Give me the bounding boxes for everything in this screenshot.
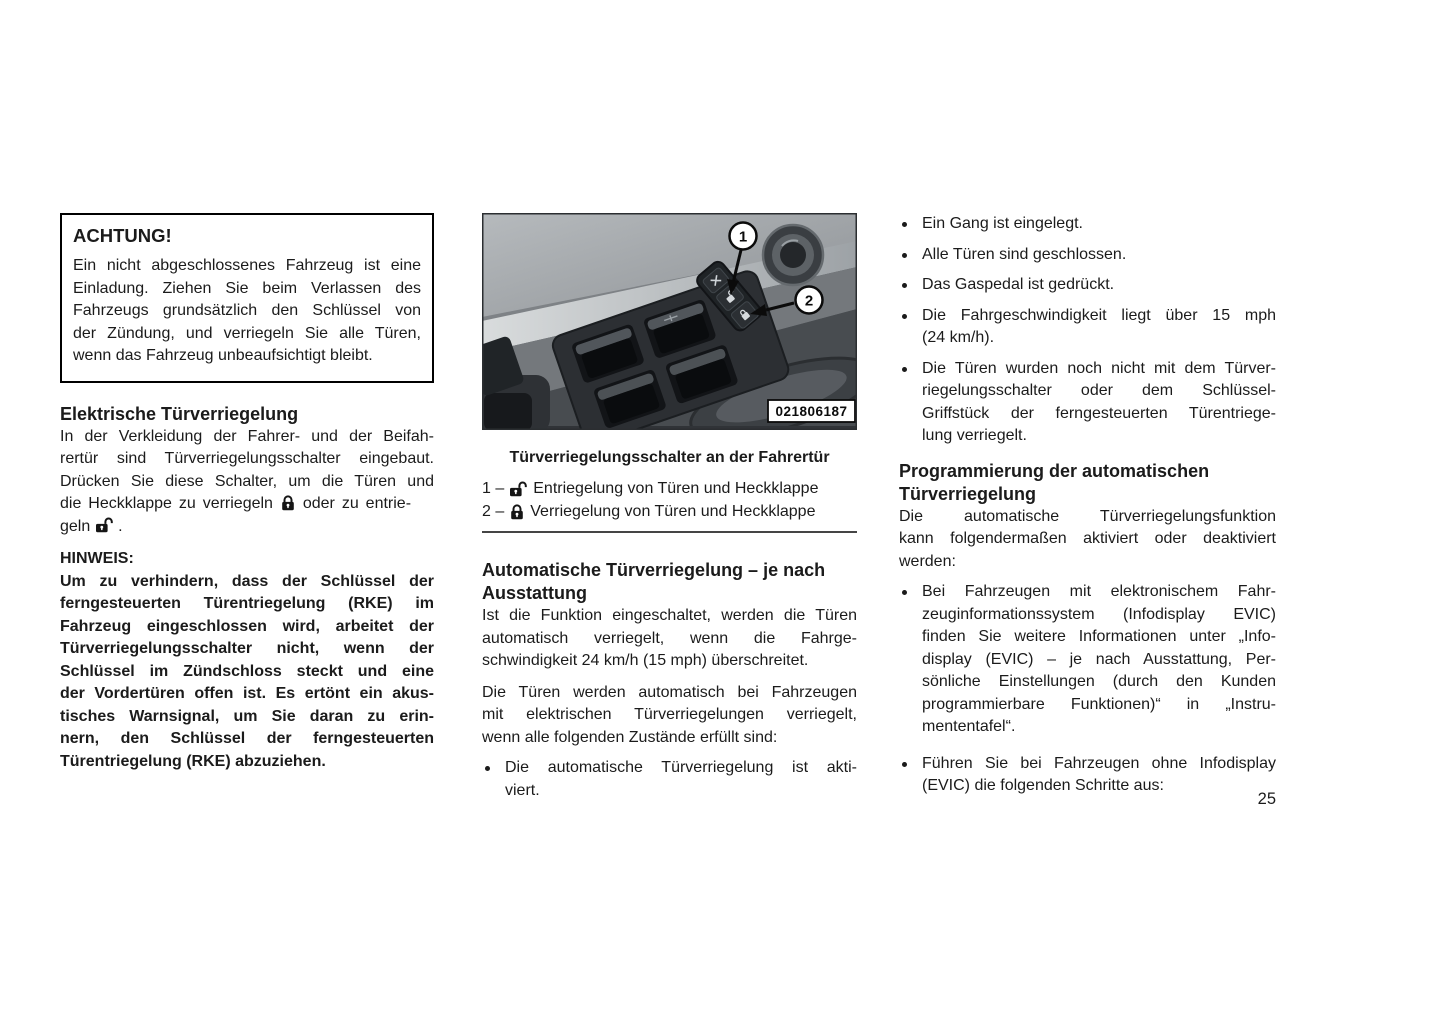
list-item — [899, 213, 1276, 236]
lock-line-text-before: die Heckklappe zu verriegeln — [60, 495, 273, 512]
unlock-icon — [95, 517, 114, 533]
legend-label-2: 2 – — [482, 502, 505, 520]
section-paragraph-unlock-line — [60, 516, 434, 539]
section-heading-elektrische-tuerverriegelung: Elektrische Türverriegelung — [60, 403, 299, 424]
list-item — [899, 244, 1276, 267]
section-paragraph: In der Verkleidung der Fahrer- und der Beifah- rertür sind Türverriegelungsschalter eingebaut. Drücken Sie diese Schalter, um die Türen und — [60, 427, 434, 490]
figure-divider — [482, 531, 857, 533]
bullet-dot — [485, 766, 490, 771]
svg-text:021806187: 021806187 — [775, 404, 848, 419]
legend-item-2 — [482, 501, 857, 524]
legend-text-1: Entriegelung von Türen und Heckklappe — [533, 480, 819, 497]
section-automatische-tuerverriegelung — [482, 559, 857, 802]
list-item — [899, 305, 1276, 350]
warning-box — [60, 213, 434, 383]
bullet-text: Die automatische Türverriegelung ist akti- viert. — [505, 759, 857, 799]
section-programmierung — [899, 460, 1276, 798]
bullet-dot — [902, 590, 907, 595]
unlock-line-text-before: geln — [60, 517, 91, 535]
bullet-text: Die Türen wurden noch nicht mit dem Türver- riegelungsschalter oder dem Schlüssel- Griffstück der ferngesteuerten Türentriege- lung verriegelt. — [922, 359, 1276, 444]
bullet-dot — [902, 253, 907, 258]
unlock-icon — [509, 481, 528, 497]
middle-column — [482, 213, 857, 802]
bullet-dot — [902, 314, 907, 319]
warning-title: ACHTUNG! — [73, 225, 172, 246]
figure-door-panel — [482, 213, 857, 533]
lock-icon — [509, 504, 525, 520]
list-item — [899, 358, 1276, 448]
note-paragraph: Um zu verhindern, dass der Schlüssel der ferngesteuerten Türentriegelung (RKE) im Fahrzeug eingeschlossen wird, arbeitet der Türverriegelungsschalter nicht, wenn der Schlüssel im Zündschloss steckt und eine der Vordertüren offen ist. Es ertönt ein akus- tisches Warnsignal, um Sie daran zu erin- nern, den Schlüssel der ferngesteuerten Türentriegelung (RKE) abzuziehen. — [60, 572, 434, 770]
bullet-dot — [902, 283, 907, 288]
bullet-dot — [902, 367, 907, 372]
callout-1-badge — [730, 223, 757, 250]
callout-2-badge — [796, 287, 823, 314]
section-heading-programmierung: Programmierung der automatischen Türverriegelung — [899, 460, 1210, 504]
svg-text:1: 1 — [738, 228, 748, 246]
legend-text-2: Verriegelung von Türen und Heckklappe — [530, 502, 816, 520]
section-heading-automatische: Automatische Türverriegelung – je nach Ausstattung — [482, 560, 826, 603]
lock-icon — [280, 495, 296, 511]
section-paragraph-lock-line — [60, 493, 434, 516]
list-item — [482, 757, 857, 802]
auto-lock-paragraph-1: Ist die Funktion eingeschaltet, werden die Türen automatisch verriegelt, wenn die Fahrge- schwindigkeit 24 km/h (15 mph) überschreitet. — [482, 607, 857, 669]
right-column — [899, 213, 1276, 798]
legend-item-1 — [482, 478, 857, 501]
svg-text:2: 2 — [804, 292, 814, 310]
lock-line-text-after: oder zu entrie- — [302, 495, 412, 512]
bullet-text: Die Fahrgeschwindigkeit liegt über 15 mph (24 km/h). — [922, 306, 1276, 346]
list-item — [899, 581, 1276, 739]
door-panel-photo — [482, 213, 857, 430]
programming-paragraph: Die automatische Türverriegelungsfunktion kann folgendermaßen aktiviert oder deaktiviert werden: — [899, 507, 1276, 570]
mirror-control-knob — [763, 225, 823, 285]
bullet-text: Ein Gang ist eingelegt. — [922, 215, 1083, 232]
auto-lock-paragraph-2: Die Türen werden automatisch bei Fahrzeugen mit elektrischen Türverriegelungen verriegelt, wenn alle folgenden Zustände erfüllt sind: — [482, 683, 857, 746]
unlock-line-text-after: . — [118, 517, 123, 535]
warning-text: Ein nicht abgeschlossenes Fahrzeug ist eine Einladung. Ziehen Sie beim Verlassen des Fahrzeugs grundsätzlich den Schlüssel von der Zündung, und verriegeln Sie alle Türen, wenn das Fahrzeug unbeaufsichtigt bleibt. — [73, 257, 421, 364]
bullet-dot — [902, 222, 907, 227]
bullet-text: Führen Sie bei Fahrzeugen ohne Infodisplay (EVIC) die folgenden Schritte aus: — [922, 754, 1276, 794]
bullet-text: Bei Fahrzeugen mit elektronischem Fahr- zeuginformationssystem (Infodisplay EVIC) finden Sie weitere Informationen unter „Info- display (EVIC) – je nach Ausstattung, Per- sönliche Einstellungen (durch den Kunden programmierbare Funktionen)“ in „Instru- mententafel“. — [922, 583, 1276, 735]
bullet-dot — [902, 762, 907, 767]
page-number: 25 — [1257, 790, 1276, 808]
figure-code-label — [768, 400, 855, 422]
note-heading: HINWEIS: — [60, 550, 134, 567]
legend-label-1: 1 – — [482, 480, 505, 497]
bullet-text: Das Gaspedal ist gedrückt. — [922, 276, 1115, 293]
bullet-text: Alle Türen sind geschlossen. — [922, 245, 1127, 263]
figure-caption: Türverriegelungsschalter an der Fahrertür — [509, 449, 830, 466]
left-column — [60, 213, 434, 773]
list-item — [899, 274, 1276, 297]
figure-legend — [482, 478, 857, 523]
